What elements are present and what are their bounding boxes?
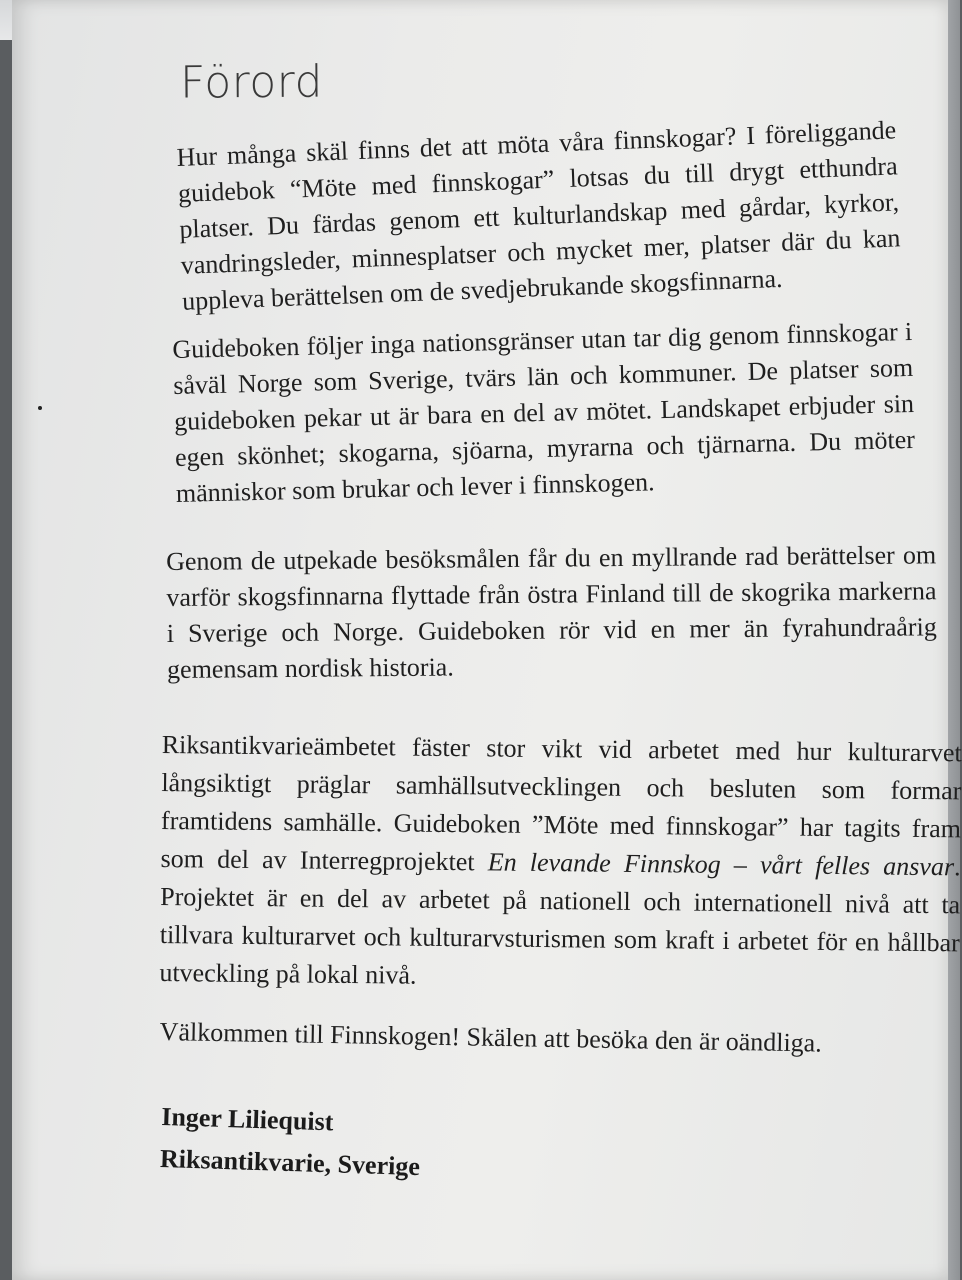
signature-role: Riksantikvarie, Sverige xyxy=(159,1143,421,1182)
closing-line: Välkommen till Finnskogen! Skälen att besöka den är oändliga. xyxy=(159,1016,822,1058)
paragraph-4-text-start: Riksantikvarieämbetet fäster stor vikt vid arbetet med hur kulturarvet långsiktigt präglar samhällsutvecklingen och besluten som formar framtidens samhälle. Guideboken ”Möte med finnskogar” har tagits fram som del av Interregprojektet xyxy=(160,729,962,877)
paragraph-3: Genom de utpekade besöksmålen får du en myllrande rad berättelser om varför skogsfinnarna flyttade från östra Finland till de skogrika markerna i Sverige och Norge. Guideboken rör vid en mer än fyrahundraårig gemensam nordisk historia. xyxy=(166,540,937,684)
signature-name: Inger Liliequist xyxy=(160,1101,334,1137)
signature-block xyxy=(159,1096,422,1188)
page-title: Förord xyxy=(179,56,324,109)
margin-speck xyxy=(38,406,42,410)
paragraph-4-text-end: . Projektet är en del av arbetet på nationell och internationell nivå att ta tillvara kulturarvet och kulturarvsturismen som kraft i arbetet för en hållbar utveckling på lokal nivå. xyxy=(159,852,961,990)
page-body xyxy=(12,0,962,1280)
paragraph-2: Guideboken följer inga nationsgränser utan tar dig genom finnskogar i såväl Norge som Sverige, tvärs län och kommuner. De platser som guideboken pekar ut är bara en del av mötet. Landskapet erbjuder sin egen skönhet; skogarna, sjöarna, myrarna och tjärnarna. Du möter människor som brukar och lever i finnskogen. xyxy=(172,316,916,508)
paragraph-1: Hur många skäl finns det att möta våra finnskogar? I föreliggande guidebok “Möte med finnskogar” lotsas du till drygt etthundra platser. Du färdas genom ett kulturlandskap med gårdar, kyrkor, vandringsleder, minnesplatser och mycket mer, platser där du kan uppleva berättelsen om de svedjebrukande skogsfinnarna. xyxy=(176,115,901,316)
book-page xyxy=(12,0,962,1280)
paragraph-4 xyxy=(159,726,962,1000)
project-title: En levande Finnskog – vårt felles ansvar xyxy=(487,847,955,882)
